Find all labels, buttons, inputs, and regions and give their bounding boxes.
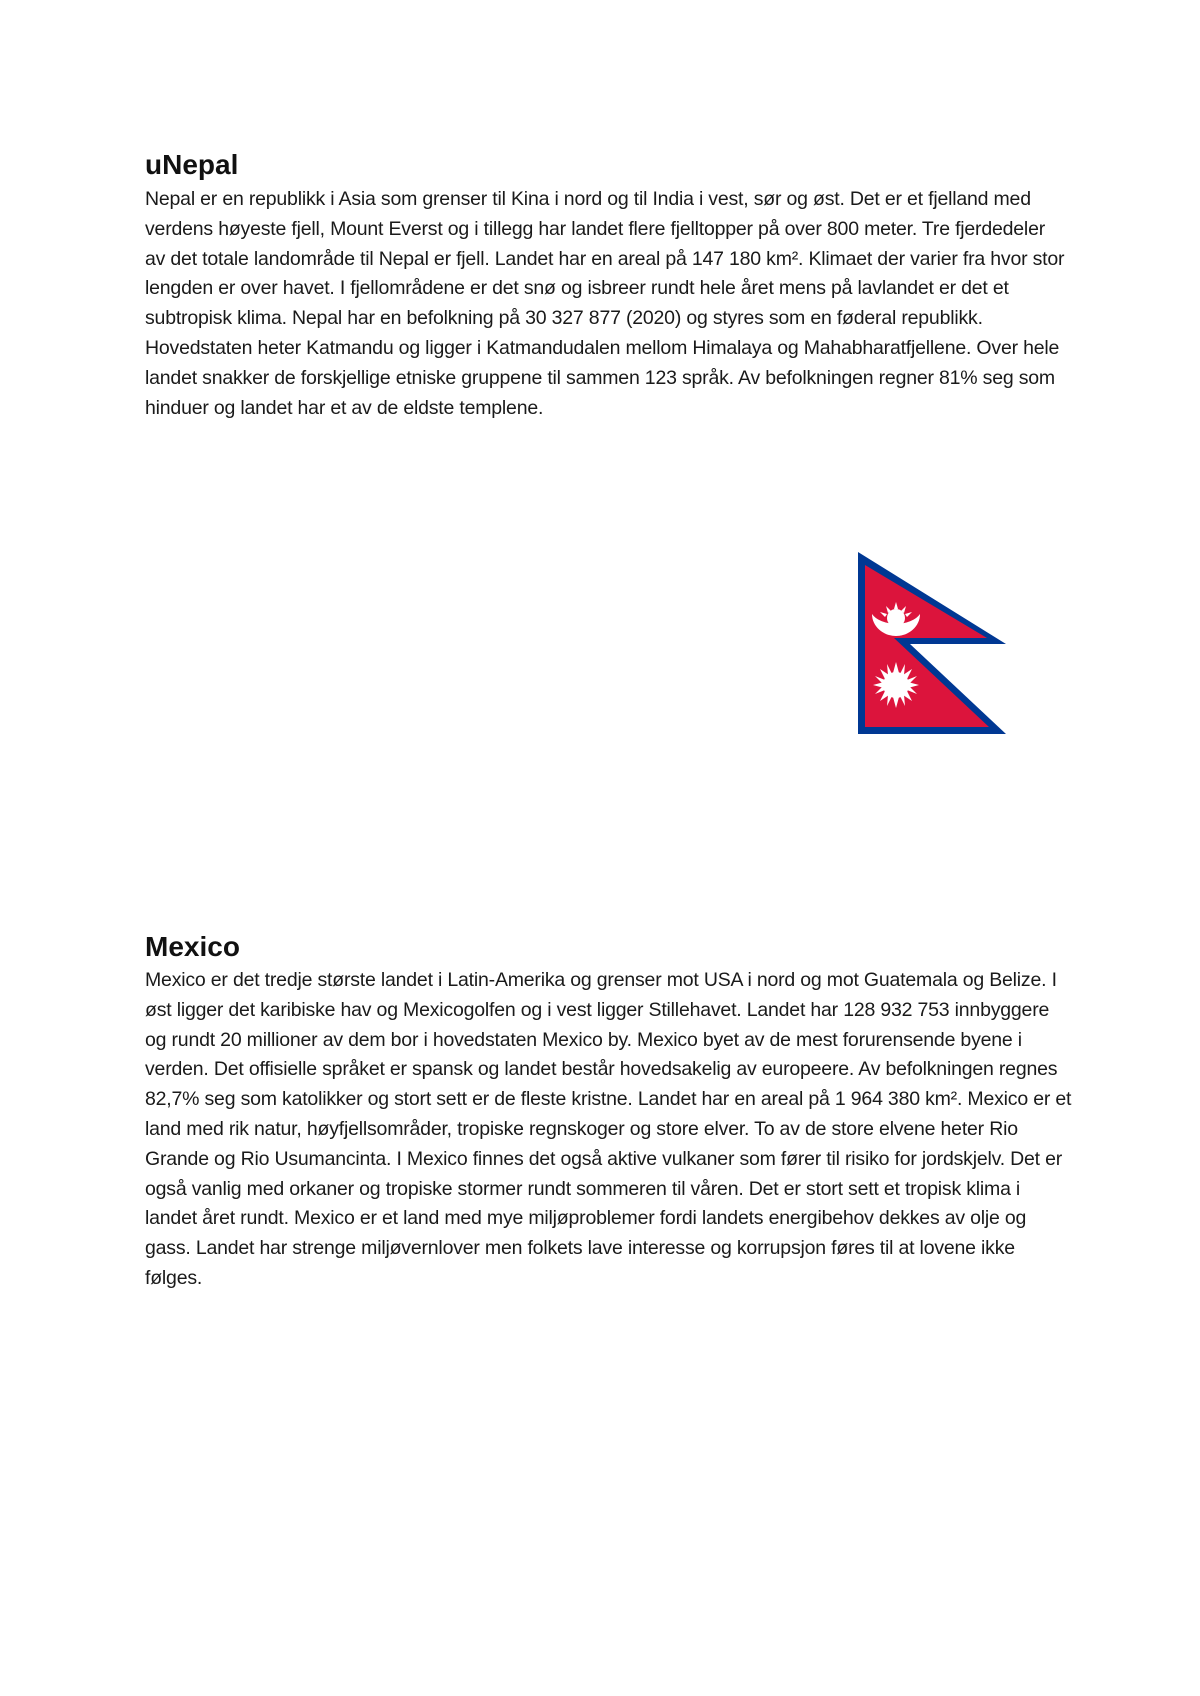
nepal-heading: uNepal	[145, 149, 239, 180]
mexico-paragraph: Mexico er det tredje største landet i Latin-Amerika og grenser mot USA i nord og mot Guatemala og Belize. I øst ligger det karibiske hav og Mexicogolfen og i vest ligger Stillehavet. Landet har 128 932 753 innbyggere og rundt 20 millioner av dem bor i hovedstaten Mexico by. Mexico byet av de mest forurensende byene i verden. Det offisielle språket er spansk og landet består hovedsakelig av europeere. Av befolkningen regnes 82,7% seg som katolikker og stort sett er de fleste kristne. Landet har en areal på 1 964 380 km². Mexico er et land med rik natur, høyfjellsområder, tropiske regnskoger og store elver. To av de store elvene heter Rio Grande og Rio Usumancinta. I Mexico finnes det også aktive vulkaner som fører til risiko for jordskjelv. Det er også vanlig med orkaner og tropiske stormer rundt sommeren til våren. Det er stort sett et tropisk klima i landet året rundt. Mexico er et land med mye miljøproblemer fordi landets energibehov dekkes av olje og gass. Landet har strenge miljøvernlover men folkets lave interesse og korrupsjon føres til at lovene ikke følges.	[145, 969, 1072, 1289]
nepal-paragraph: Nepal er en republikk i Asia som grenser til Kina i nord og til India i vest, sør og øst. Det er et fjelland med verdens høyeste fjell, Mount Everst og i tillegg har landet flere fjelltopper på over 800 meter. Tre fjerdedeler av det totale landområde til Nepal er fjell. Landet har en areal på 147 180 km². Klimaet der varier fra hvor stor lengden er over havet. I fjellområdene er det snø og isbreer rundt hele året mens på lavlandet er det et subtropisk klima. Nepal har en befolkning på 30 327 877 (2020) og styres som en føderal republikk. Hovedstaten heter Katmandu og ligger i Katmandudalen mellom Himalaya og Mahabharatfjellene. Over hele landet snakker de forskjellige etniske gruppene til sammen 123 språk. Av befolkningen regner 81% seg som hinduer og landet har et av de eldste templene.	[145, 188, 1065, 419]
mexico-heading: Mexico	[145, 931, 240, 962]
nepal-flag-icon	[858, 552, 1008, 734]
